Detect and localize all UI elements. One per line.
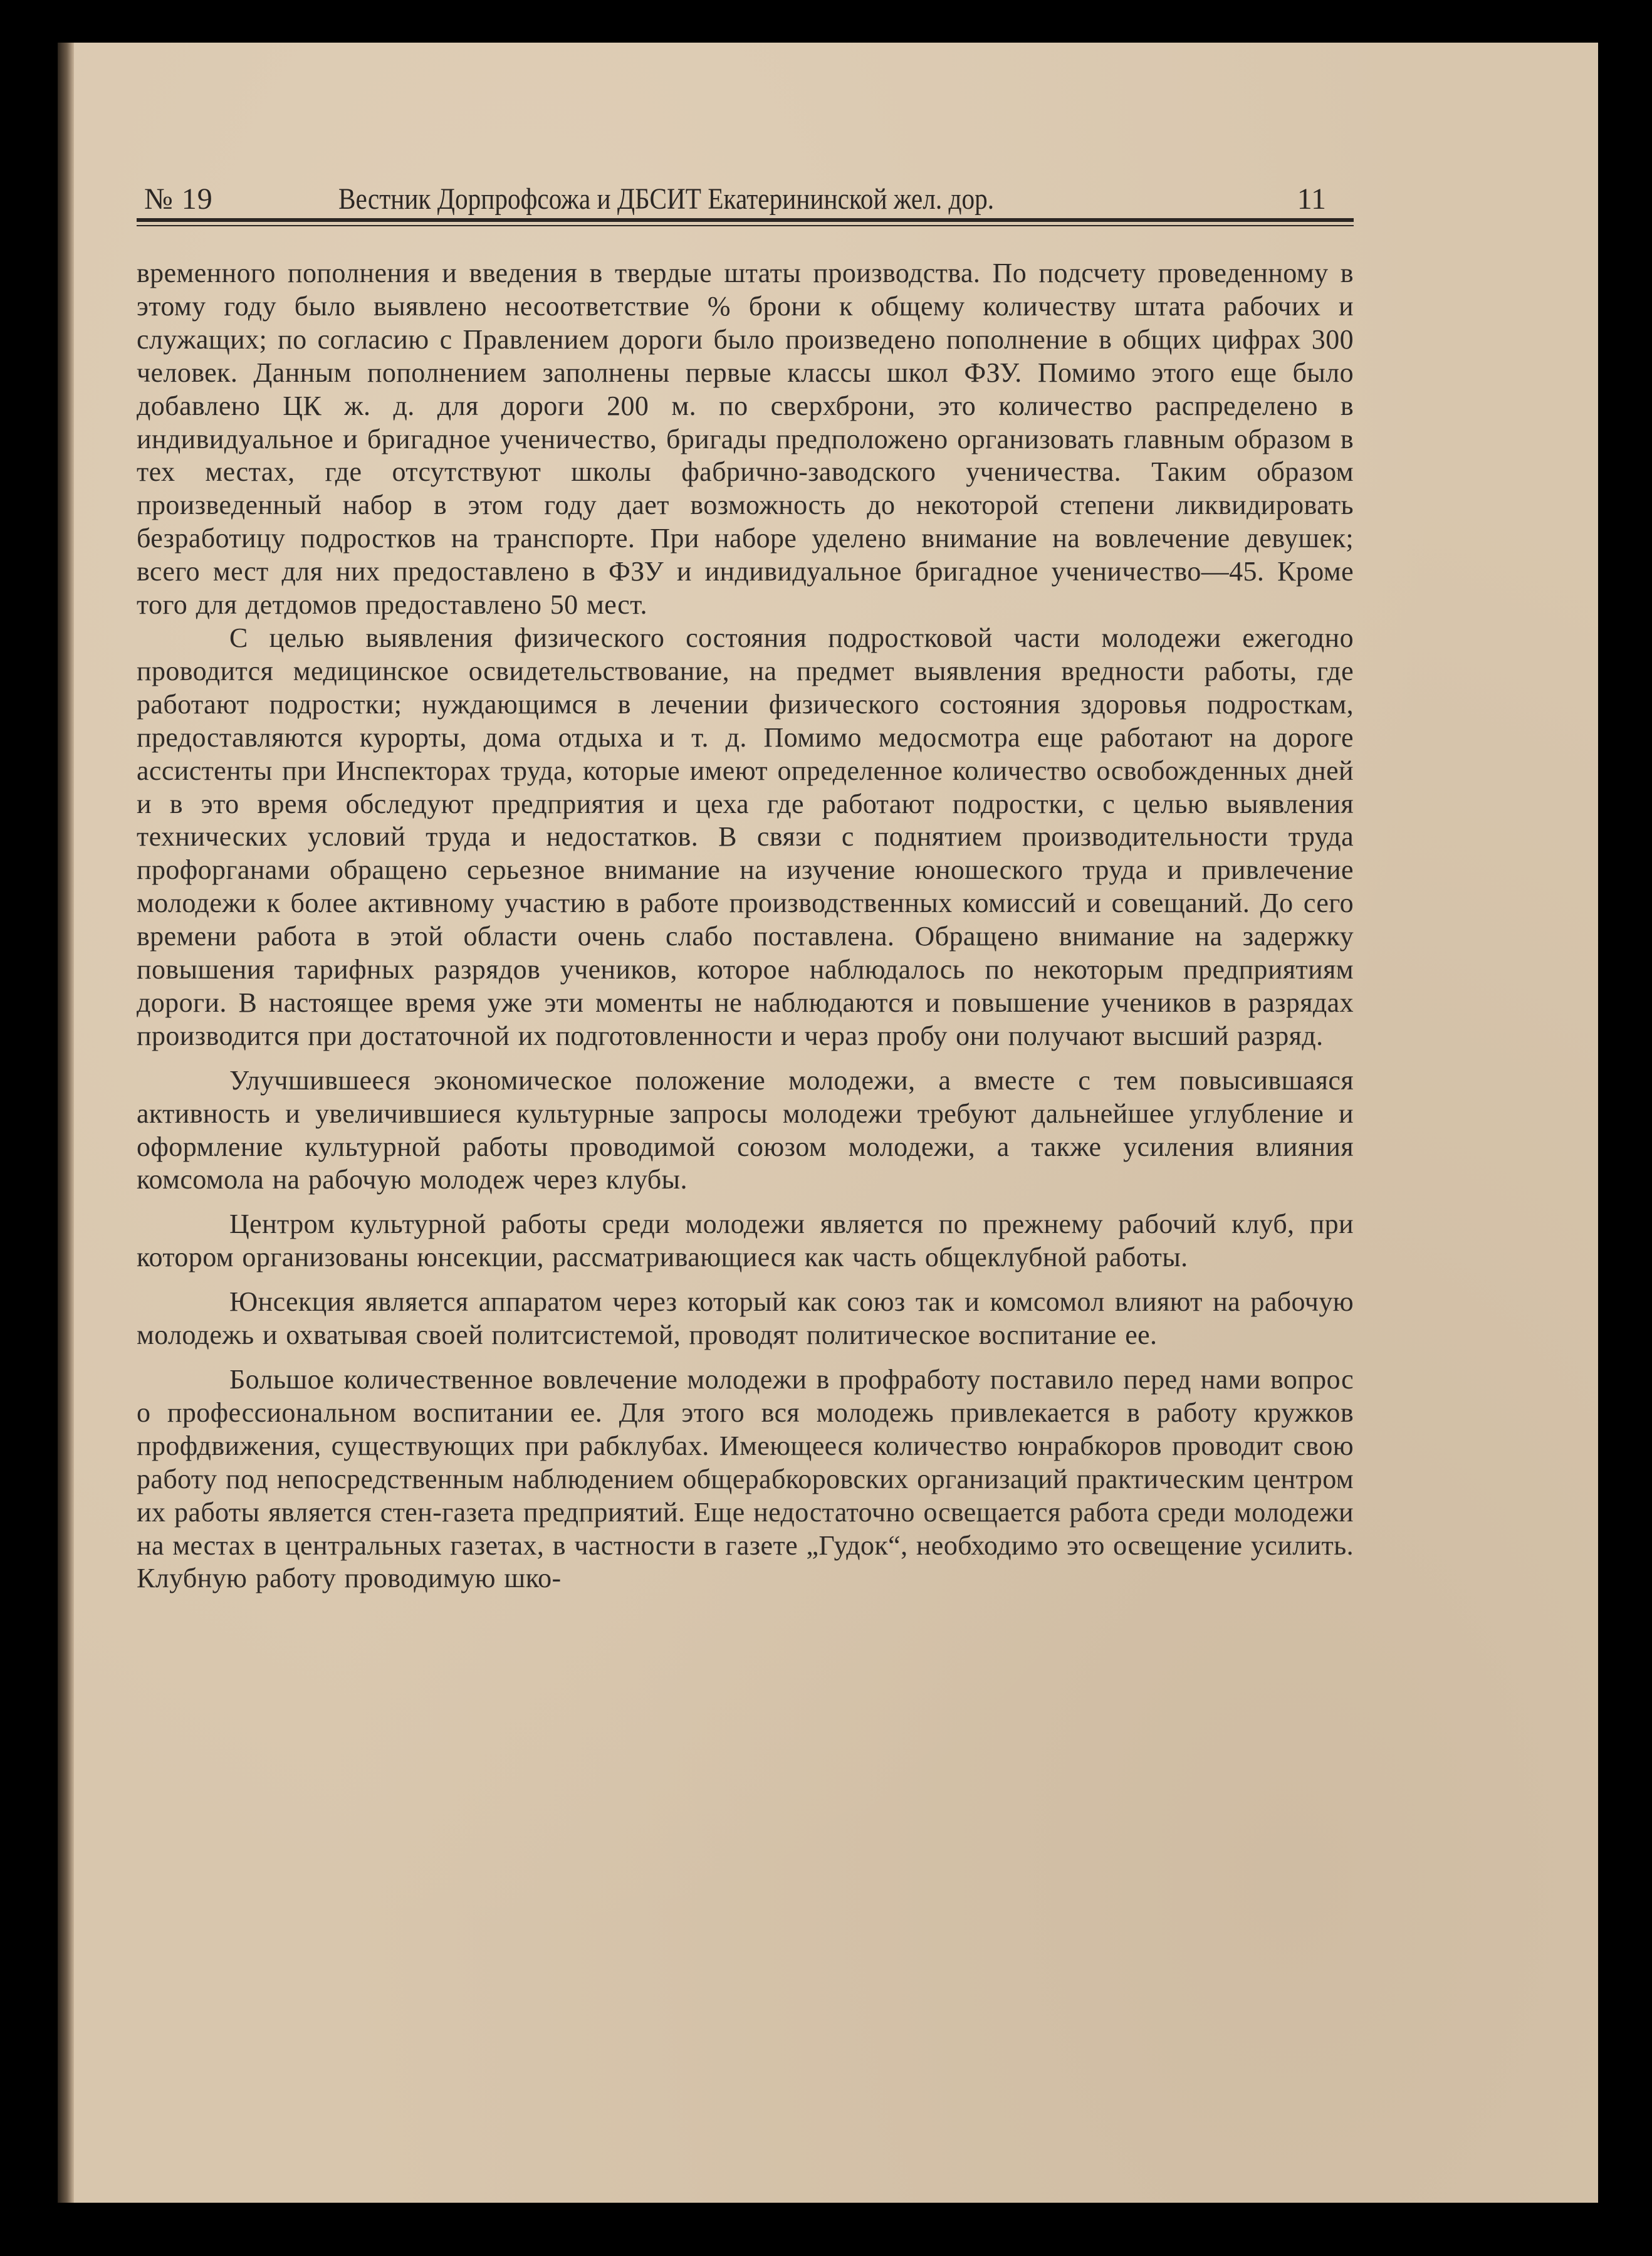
paragraph-2: С целью выявления физического состояния подростковой части молодежи ежегодно проводится медицинское освидетельствование, на предмет выявления вредности работы, где работают подростки; нуждающимся в лечении физического состояния здоровья подросткам, предоставляются курорты, дома отдыха и т. д. Помимо медосмотра еще работают на дороге ассистенты при Инспекторах труда, которые имеют определенное количество освобожденных дней и в это время обследуют предприятия и цеха где работают подростки, с целью выявления технических условий труда и недостатков. В связи с поднятием производительности труда профорганами обращено серьезное внимание на изучение юношеского труда и привлечение молодежи к более активному участию в работе производственных комиссий и совещаний. До сего времени работа в этой области очень слабо поставлена. Обращено внимание на задержку повышения тарифных разрядов учеников, которое наблюдалось по некоторым предприятиям дороги. В настоящее время уже эти моменты не наблюдаются и повышение учеников в разрядах производится при достаточной их подготовленности и чераз пробу они получают высший разряд. (137, 622, 1354, 1051)
issue-number: № 19 (144, 182, 213, 216)
header-rule-thin (137, 225, 1354, 226)
page-number: 11 (1297, 182, 1326, 216)
paragraph-5: Юнсекция является аппаратом через который как союз так и комсомол влияют на рабочую молодежь и охватывая своей политсистемой, проводят политическое воспитание ее. (137, 1286, 1354, 1351)
page-binding-shadow (58, 43, 74, 2203)
paragraph-1: временного пополнения и введения в твердые штаты производства. По подсчету проведенному в этому году было выявлено несоответствие % брони к общему количеству штата рабочих и служащих; по согласию с Правлением дороги было произведено пополнение в общих цифрах 300 человек. Данным пополнением заполнены первые классы школ ФЗУ. Помимо этого еще было добавлено ЦК ж. д. для дороги 200 м. по сверхброни, это количество распределено в индивидуальное и бригадное ученичество, бригады предположено организовать главным образом в тех местах, где отсутствуют школы фабрично-заводского ученичества. Таким образом произведенный набор в этом году дает возможность до некоторой степени ликвидировать безработицу подростков на транспорте. При наборе уделено внимание на вовлечение девушек; всего мест для них предоставлено в ФЗУ и индивидуальное бригадное ученичество—45. Кроме того для детдомов предоставлено 50 мест. (137, 258, 1354, 621)
header-rule-thick (137, 218, 1354, 222)
paragraph-6: Большое количественное вовлечение молодежи в профработу поставило перед нами вопрос о профессиональном воспитании ее. Для этого вся молодежь привлекается в работу кружков профдвижения, существующих при рабклубах. Имеющееся количество юнрабкоров проводит свою работу под непосредственным наблюдением общерабкоровских организаций практическим центром их работы является стен-газета предприятий. Еще недостаточно освещается работа среди молодежи на местах в центральных газетах, в частности в газете „Гудок“, необходимо это освещение усилить. Клубную работу проводимую шко- (137, 1364, 1354, 1594)
article-body (137, 257, 1354, 1595)
journal-title: Вестник Дорпрофсожа и ДБСИТ Екатерининской жел. дор. (338, 182, 995, 216)
paragraph-3: Улучшившееся экономическое положение молодежи, а вместе с тем повысившаяся активность и увеличившиеся культурные запросы молодежи требуют дальнейшее углубление и оформление культурной работы проводимой союзом молодежи, а также усиления влияния комсомола на рабочую молодеж через клубы. (137, 1064, 1354, 1195)
paragraph-4: Центром культурной работы среди молодежи является по прежнему рабочий клуб, при котором организованы юнсекции, рассматривающиеся как часть общеклубной работы. (137, 1209, 1354, 1273)
